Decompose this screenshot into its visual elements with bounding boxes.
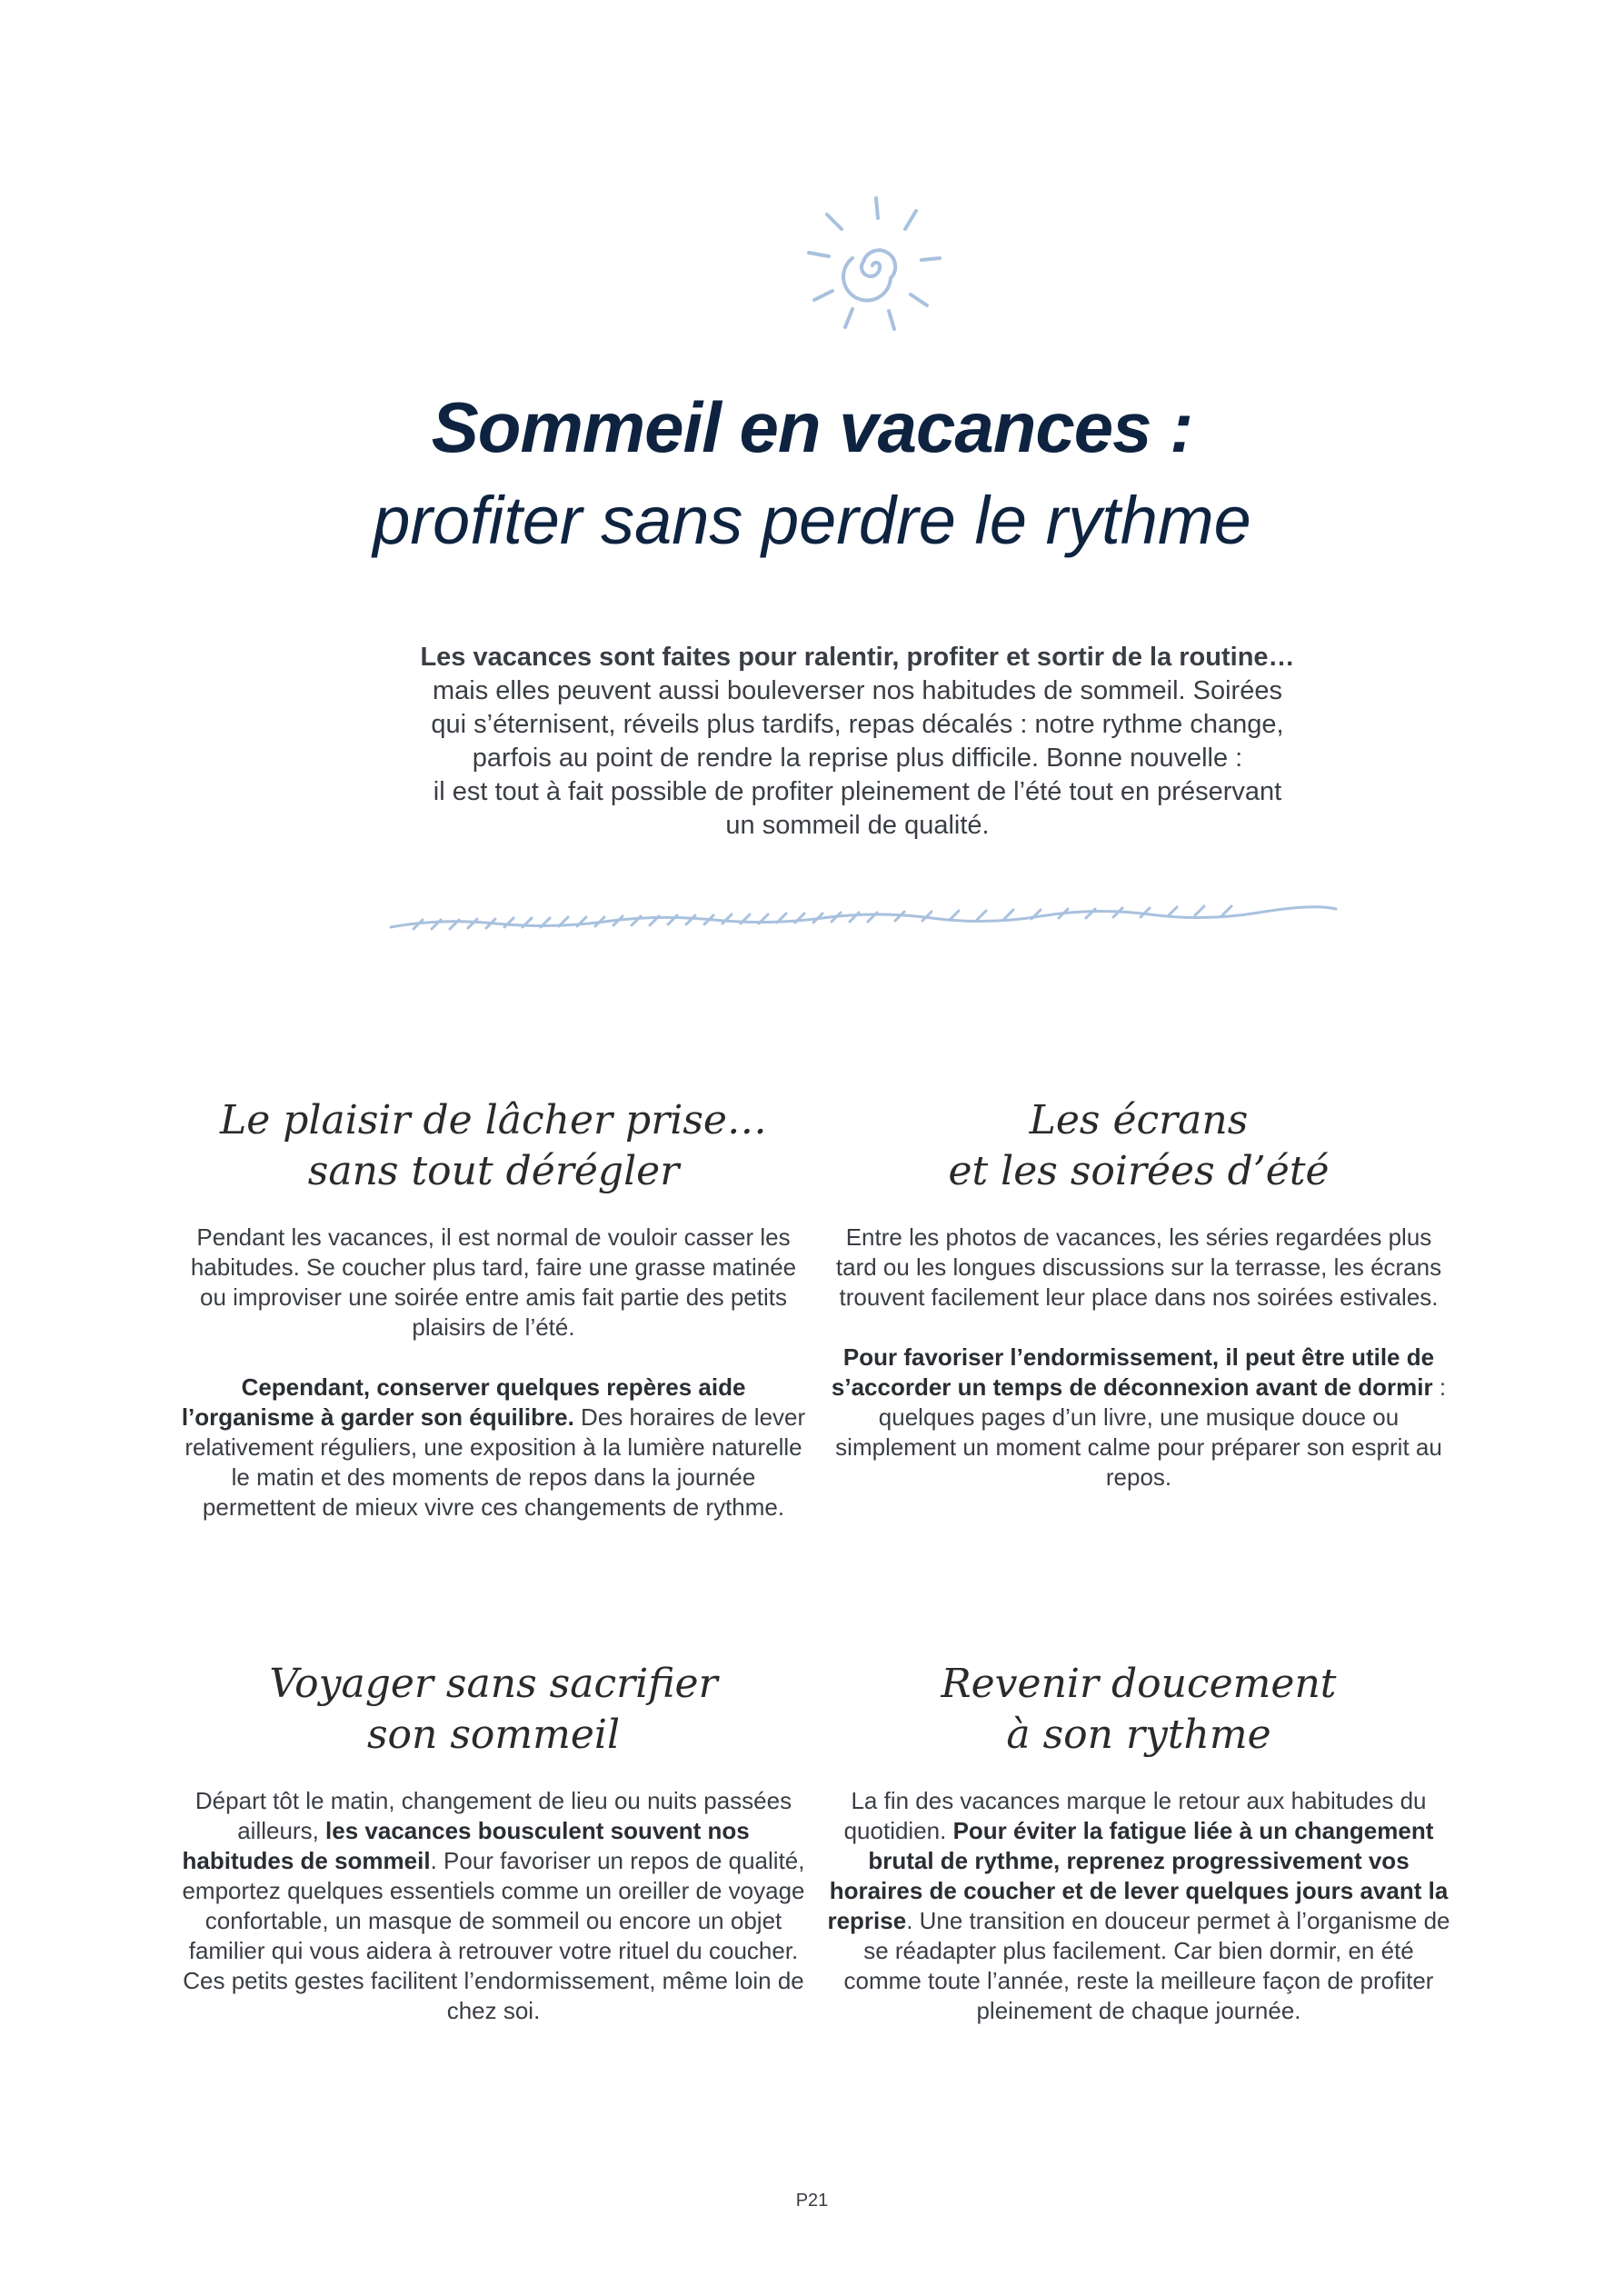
- section-title: Le plaisir de lâcher prise… sans tout dérégler: [220, 1097, 767, 1194]
- intro-line: parfois au point de rendre la reprise plus difficile. Bonne nouvelle :: [472, 744, 1243, 773]
- wave-divider: [386, 902, 1340, 938]
- section-body: [825, 1223, 1452, 1492]
- section-paragraph: Pour favoriser l’endormissement, il peut être utile de s’accorder un temps de déconnexion avant de dormir : quelques pages d’un livre, une musique douce ou simplement un moment calme pour préparer son esprit au repos.: [831, 1343, 1447, 1491]
- intro-paragraph: [364, 641, 1351, 843]
- sun-swirl-icon: [803, 193, 949, 338]
- intro-lead: Les vacances sont faites pour ralentir, profiter et sortir de la routine…: [420, 643, 1295, 672]
- section-title: Voyager sans sacrifier son sommeil: [269, 1661, 718, 1758]
- intro-line: il est tout à fait possible de profiter pleinement de l’été tout en préservant: [433, 777, 1282, 806]
- section-lacher-prise: [180, 1095, 807, 1552]
- page-subtitle: profiter sans perdre le rythme: [373, 483, 1251, 558]
- section-body: [825, 1786, 1452, 2026]
- page-title: Sommeil en vacances :: [431, 387, 1193, 467]
- intro-line: qui s’éternisent, réveils plus tardifs, repas décalés : notre rythme change,: [431, 710, 1284, 739]
- section-title: Les écrans et les soirées d’été: [948, 1097, 1330, 1194]
- section-voyager: [180, 1659, 807, 2056]
- section-ecrans: [825, 1095, 1452, 1522]
- section-body: [180, 1223, 807, 1522]
- section-paragraph: Cependant, conserver quelques repères aide l’organisme à garder son équilibre. Des horaires de lever relativement réguliers, une exposition à la lumière naturelle le matin et des moments de repos dans la journée permettent de mieux vivre ces changements de rythme.: [181, 1373, 806, 1521]
- section-paragraph: Entre les photos de vacances, les séries regardées plus tard ou les longues discussions sur la terrasse, les écrans trouvent facilement leur place dans nos soirées estivales.: [835, 1223, 1442, 1311]
- section-title: Revenir doucement à son rythme: [941, 1661, 1337, 1758]
- section-revenir: [825, 1659, 1452, 2056]
- intro-line: mais elles peuvent aussi bouleverser nos habitudes de sommeil. Soirées: [433, 676, 1282, 705]
- section-paragraph: La fin des vacances marque le retour aux habitudes du quotidien. Pour éviter la fatigue liée à un changement brutal de rythme, reprenez progressivement vos horaires de coucher et de lever quelques jours avant la reprise. Une transition en douceur permet à l’organisme de se réadapter plus facilement. Car bien dormir, en été comme toute l’année, reste la meilleure façon de profiter pleinement de chaque journée.: [827, 1787, 1450, 2024]
- section-paragraph: Départ tôt le matin, changement de lieu ou nuits passées ailleurs, les vacances bousculent souvent nos habitudes de sommeil. Pour favoriser un repos de qualité, emportez quelques essentiels comme un oreiller de voyage confortable, un masque de sommeil ou encore un objet familier qui vous aidera à retrouver votre rituel du coucher.: [182, 1787, 805, 1964]
- section-body: [180, 1786, 807, 2026]
- section-paragraph: Pendant les vacances, il est normal de vouloir casser les habitudes. Se coucher plus tard, faire une grasse matinée ou improviser une soirée entre amis fait partie des petits plaisirs de l’été.: [190, 1223, 797, 1341]
- section-paragraph: Ces petits gestes facilitent l’endormissement, même loin de chez soi.: [183, 1967, 804, 2024]
- intro-line: un sommeil de qualité.: [725, 811, 990, 840]
- page-number: P21: [795, 2191, 829, 2211]
